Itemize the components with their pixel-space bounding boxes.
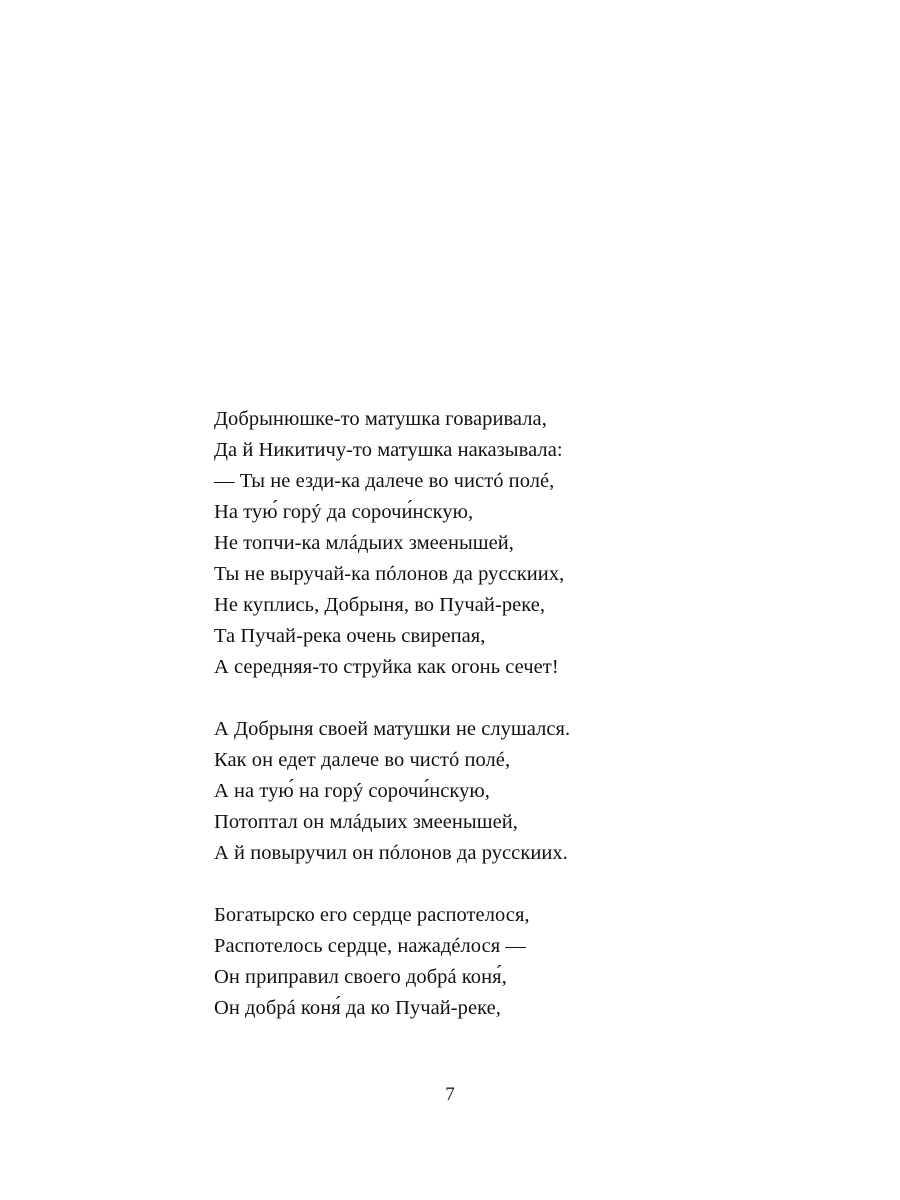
verse-line: Да й Никитичу-то матушка наказывала:	[214, 439, 563, 461]
verse-line: А на тую́ на горý сорочи́нскую,	[214, 780, 490, 802]
verse-line: Потоптал он млáдыих змеенышей,	[214, 811, 518, 833]
verse-line: — Ты не езди-ка далече во чистó полé,	[214, 470, 555, 492]
verse-line: Ты не выручай-ка пóлонов да русскиих,	[214, 563, 565, 585]
verse-line: А й повыручил он пóлонов да русскиих.	[214, 842, 568, 864]
verse-line: Богатырско его сердце распотелося,	[214, 904, 530, 926]
verse-line: Он добрá коня́ да ко Пучай-реке,	[214, 997, 501, 1019]
stanza	[214, 900, 684, 1024]
verse-line: Та Пучай-река очень свирепая,	[214, 625, 486, 647]
verse-line: Добрынюшке-то матушка говаривала,	[214, 408, 547, 430]
verse-line: Не куплись, Добрыня, во Пучай-реке,	[214, 594, 546, 616]
verse-line: Не топчи-ка млáдыих змеенышей,	[214, 532, 514, 554]
verse-line: Он приправил своего добрá коня́,	[214, 966, 507, 988]
page-number: 7	[445, 1084, 455, 1105]
verse-line: Распотелось сердце, нажадéлося —	[214, 935, 526, 957]
stanza	[214, 714, 684, 869]
stanza	[214, 404, 684, 683]
verse-line: А середняя-то струйка как огонь сечет!	[214, 656, 559, 678]
poem-text-block	[214, 404, 684, 1024]
verse-line: На тую́ горý да сорочи́нскую,	[214, 501, 474, 523]
verse-line: А Добрыня своей матушки не слушался.	[214, 718, 571, 740]
verse-line: Как он едет далече во чистó полé,	[214, 749, 511, 771]
